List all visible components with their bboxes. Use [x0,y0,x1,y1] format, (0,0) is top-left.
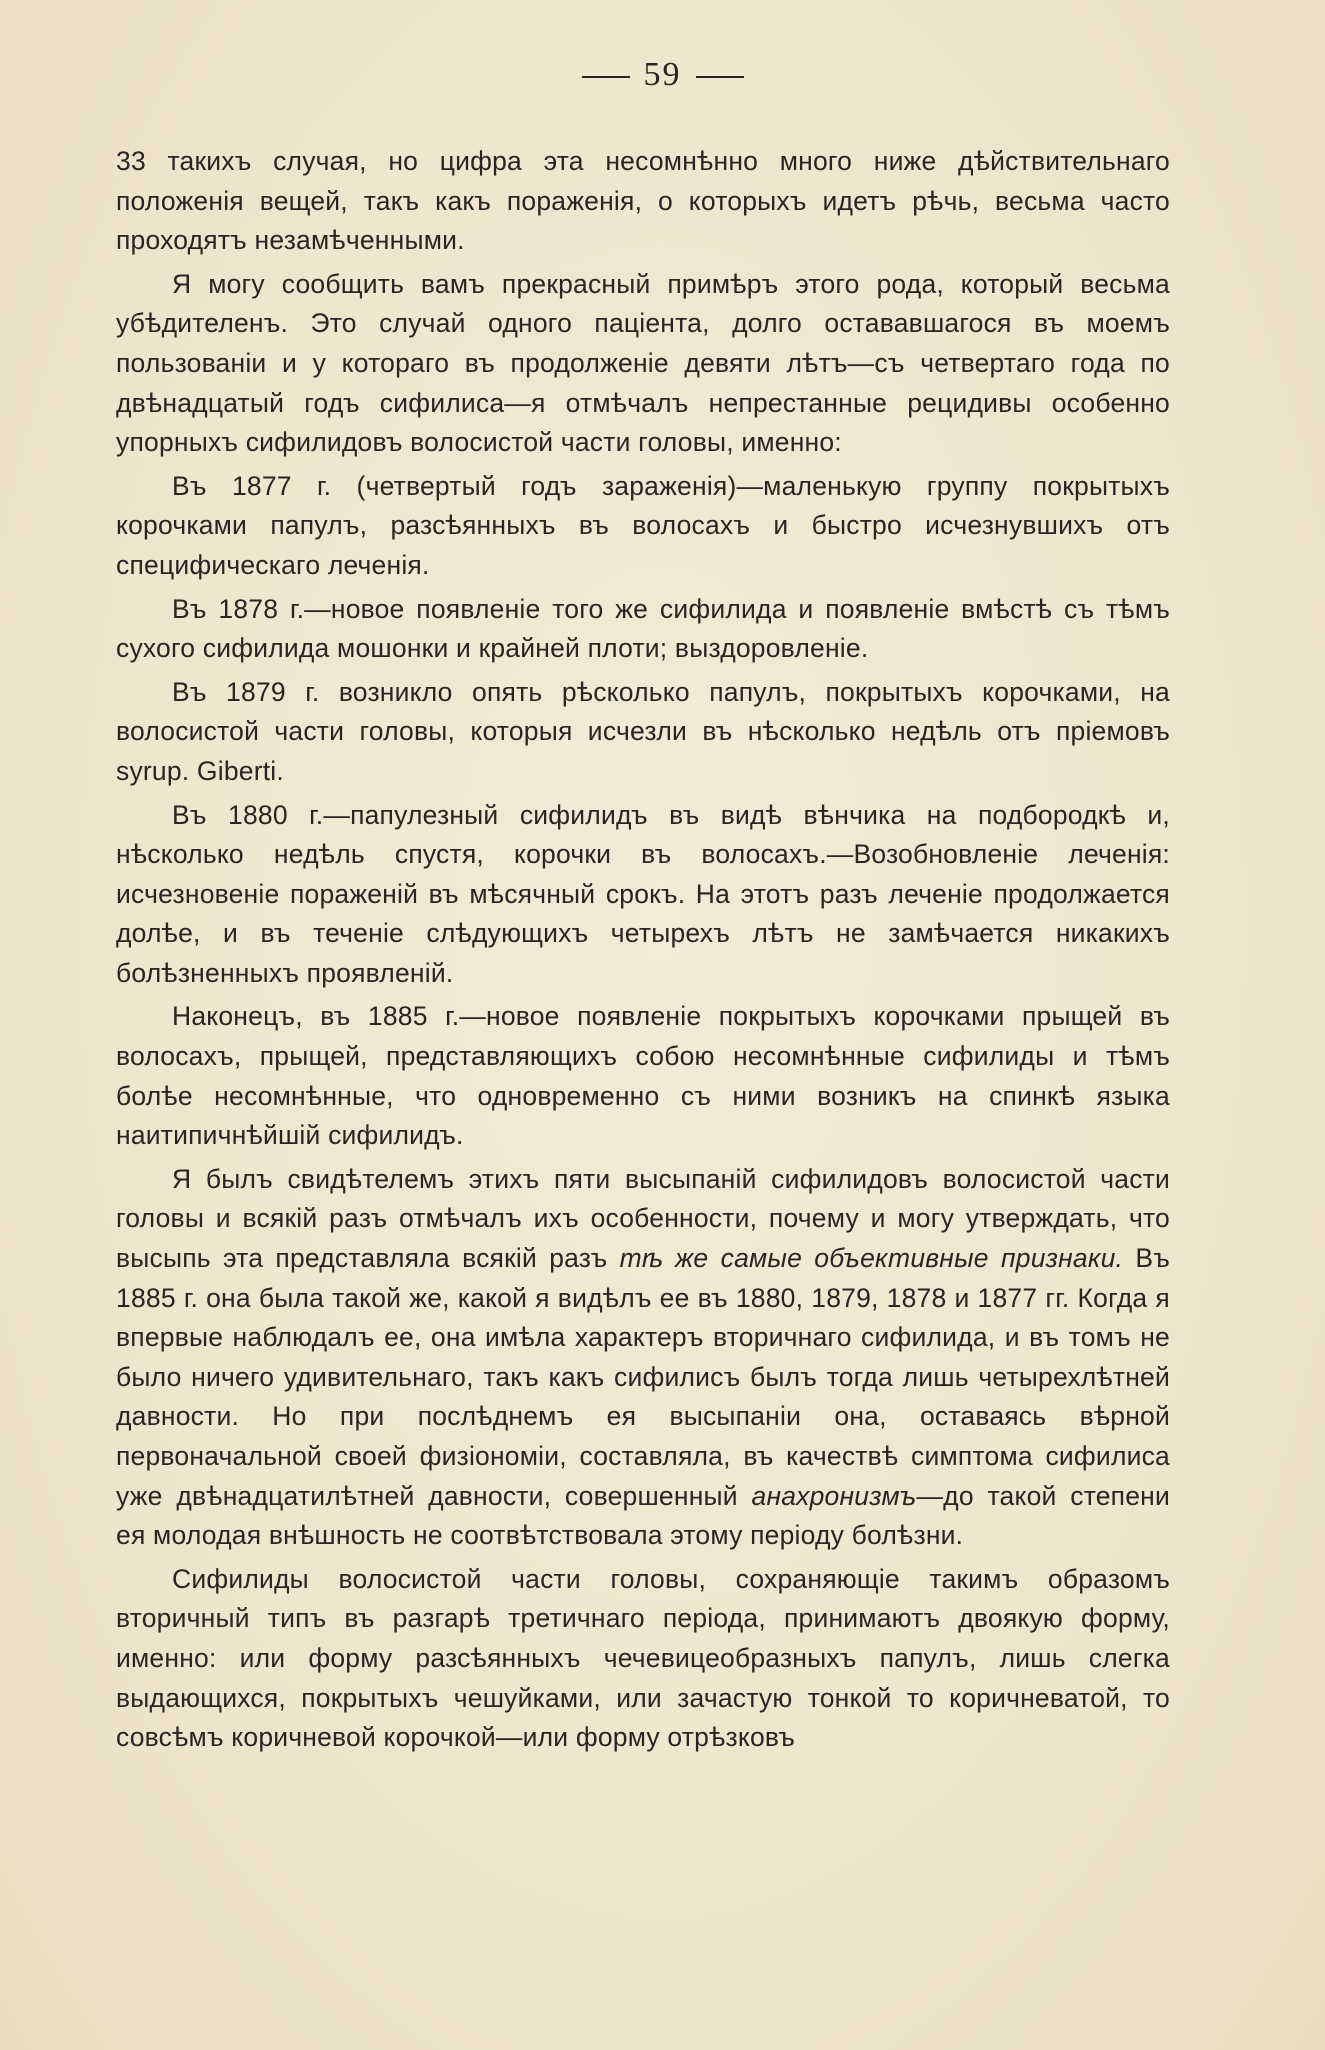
paragraph-8-part-1: Я былъ свидѣтелемъ этихъ пяти высыпаній сифилидовъ волосистой части головы и всякій разъ отмѣчалъ ихъ особенности, почему и могу утверждать, что высыпь эта представляла всякій разъ [116,1163,1170,1274]
paragraph-8 [116,1160,1170,1556]
paragraph-5: Въ 1879 г. возникло опять рѣсколько папулъ, покрытыхъ корочками, на волосистой части головы, которыя исчезли въ нѣсколько недѣль отъ пріемовъ syrup. Giberti. [116,676,1170,786]
paragraph-2: Я могу сообщить вамъ прекрасный примѣръ этого рода, который весьма убѣдителенъ. Это случай одного паціента, долго остававшагося въ моемъ пользованіи и у котораго въ продолженіе девяти лѣтъ—съ четвертаго года по двѣнадцатый годъ сифилиса—я отмѣчалъ непрестанные рецидивы особенно упорныхъ сифилидовъ волосистой части головы, именно: [116,268,1170,458]
paragraph-1: 33 такихъ случая, но цифра эта несомнѣнно много ниже дѣйствительнаго положенія вещей, такъ какъ пораженія, о которыхъ идетъ рѣчь, весьма часто проходятъ незамѣченными. [116,146,1170,256]
body-text [116,142,1170,1762]
page-number-dash-right [696,76,744,78]
paragraph-4: Въ 1878 г.—новое появленіе того же сифилида и появленіе вмѣстѣ съ тѣмъ сухого сифилида мошонки и крайней плоти; выздоровленіе. [116,593,1170,664]
page-number-dash-left [582,76,630,78]
page-number-value: 59 [643,56,682,93]
paragraph-8-part-3: —до такой степени ея молодая внѣшность не соотвѣтствовала этому періоду болѣзни. [116,1480,1170,1551]
paragraph-7: Наконецъ, въ 1885 г.—новое появленіе покрытыхъ корочками прыщей въ волосахъ, прыщей, представляющихъ собою несомнѣнные сифилиды и тѣмъ болѣе несомнѣнные, что одновременно съ ними возникъ на спинкѣ языка наитипичнѣйшій сифилидъ. [116,1001,1170,1151]
paragraph-9: Сифилиды волосистой части головы, сохраняющіе такимъ образомъ вторичный типъ въ разгарѣ третичнаго періода, принимаютъ двоякую форму, именно: или форму разсѣянныхъ чечевицеобразныхъ папулъ, лишь слегка выдающихся, покрытыхъ чешуйками, или зачастую тонкой то коричневатой, то совсѣмъ коричневой корочкой—или форму отрѣзковъ [116,1563,1170,1753]
page-number [0,56,1325,94]
paragraph-8-emphasis-2: анахронизмъ [751,1480,917,1511]
paragraph-8-part-2: Въ 1885 г. она была такой же, какой я видѣлъ ее въ 1880, 1879, 1878 и 1877 гг. Когда я впервые наблюдалъ ее, она имѣла характеръ вторичнаго сифилида, и въ томъ не было ничего удивительнаго, такъ какъ сифилисъ былъ тогда лишь четырехлѣтней давности. Но при послѣднемъ ея высыпаніи она, оставаясь вѣрной первоначальной своей физіономіи, составляла, въ качествѣ симптома сифилиса уже двѣнадцатилѣтней давности, совершенный [116,1243,1170,1511]
paragraph-6: Въ 1880 г.—папулезный сифилидъ въ видѣ вѣнчика на подбородкѣ и, нѣсколько недѣль спустя, корочки въ волосахъ.—Возобновленіе леченія: исчезновеніе пораженій въ мѣсячный срокъ. На этотъ разъ леченіе продолжается долѣе, и въ теченіе слѣдующихъ четырехъ лѣтъ не замѣчается никакихъ болѣзненныхъ проявленій. [116,799,1170,988]
paragraph-8-emphasis-1: тѣ же самые объективные признаки. [619,1243,1124,1274]
paragraph-3: Въ 1877 г. (четвертый годъ зараженія)—маленькую группу покрытыхъ корочками папулъ, разсѣянныхъ въ волосахъ и быстро исчезнувшихъ отъ специфическаго леченія. [116,470,1170,580]
